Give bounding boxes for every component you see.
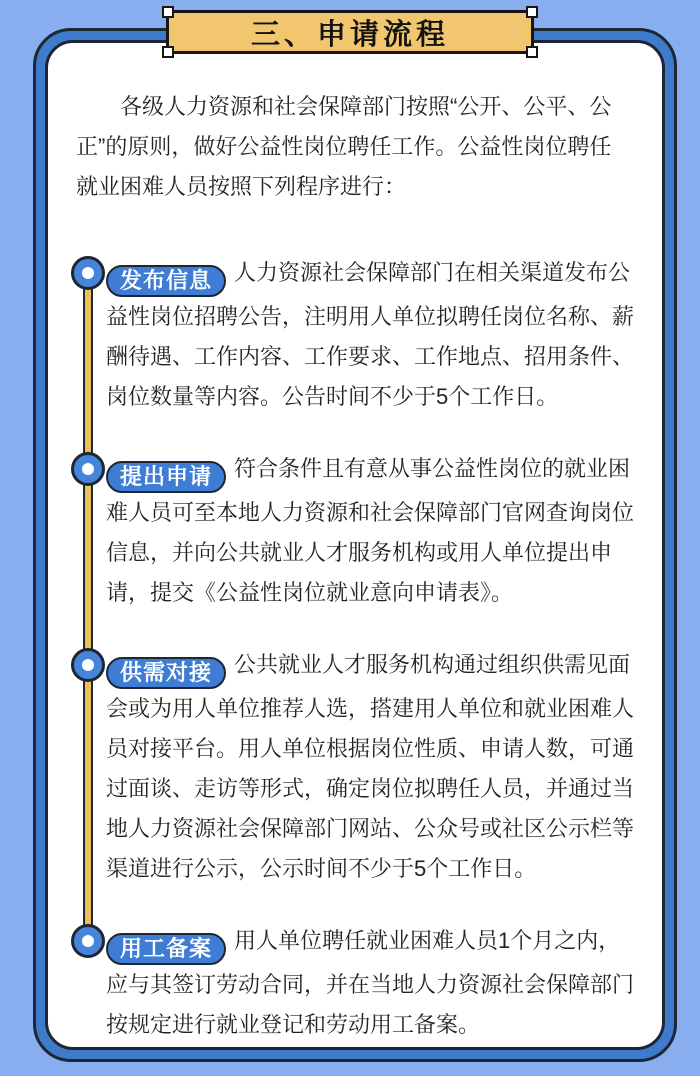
step-text: 人力资源社会保障部门在相关渠道发布公益性岗位招聘公告，注明用人单位拟聘任岗位名称、薪酬待遇、工作内容、工作要求、工作地点、招用条件、岗位数量等内容。公告时间不少于5个工作日。	[106, 260, 635, 409]
step-text: 符合条件且有意从事公益性岗位的就业困难人员可至本地人力资源和社会保障部门官网查询岗位信息，并向公共就业人才服务机构或用人单位提出申请，提交《公益性岗位就业意向申请表》。	[106, 456, 635, 605]
step-label-badge: 用工备案	[106, 933, 226, 965]
step-label-badge: 供需对接	[106, 657, 226, 689]
content-card	[33, 28, 677, 1062]
circle-node-icon	[71, 452, 105, 486]
resize-handle-icon	[526, 46, 538, 58]
step-paragraph	[106, 645, 634, 889]
card-content	[48, 43, 662, 1047]
section-title-banner	[166, 10, 534, 54]
circle-node-icon	[71, 256, 105, 290]
process-timeline	[106, 253, 634, 1045]
step-paragraph	[106, 921, 634, 1045]
resize-handle-icon	[526, 6, 538, 18]
step-paragraph	[106, 449, 634, 613]
step-publish-info	[106, 253, 634, 417]
content-card-inner	[45, 40, 665, 1050]
step-supply-demand-matching	[106, 645, 634, 889]
node-dot	[82, 659, 94, 671]
node-dot	[82, 267, 94, 279]
step-submit-application	[106, 449, 634, 613]
resize-handle-icon	[162, 46, 174, 58]
step-paragraph	[106, 253, 634, 417]
step-text: 用人单位聘任就业困难人员1个月之内，应与其签订劳动合同，并在当地人力资源社会保障部门按规定进行就业登记和劳动用工备案。	[106, 928, 635, 1037]
resize-handle-icon	[162, 6, 174, 18]
step-label-badge: 发布信息	[106, 265, 226, 297]
circle-node-icon	[71, 648, 105, 682]
step-employment-registration	[106, 921, 634, 1045]
intro-paragraph: 各级人力资源和社会保障部门按照“公开、公平、公正”的原则，做好公益性岗位聘任工作。公益性岗位聘任就业困难人员按照下列程序进行：	[76, 94, 612, 199]
timeline-line	[83, 273, 93, 945]
circle-node-icon	[71, 924, 105, 958]
step-text: 公共就业人才服务机构通过组织供需见面会或为用人单位推荐人选，搭建用人单位和就业困难人员对接平台。用人单位根据岗位性质、申请人数，可通过面谈、走访等形式，确定岗位拟聘任人员，并通过当地人力资源社会保障部门网站、公众号或社区公示栏等渠道进行公示，公示时间不少于5个工作日。	[106, 652, 635, 881]
step-label-badge: 提出申请	[106, 461, 226, 493]
node-dot	[82, 935, 94, 947]
node-dot	[82, 463, 94, 475]
section-title: 三、申请流程	[250, 18, 449, 51]
